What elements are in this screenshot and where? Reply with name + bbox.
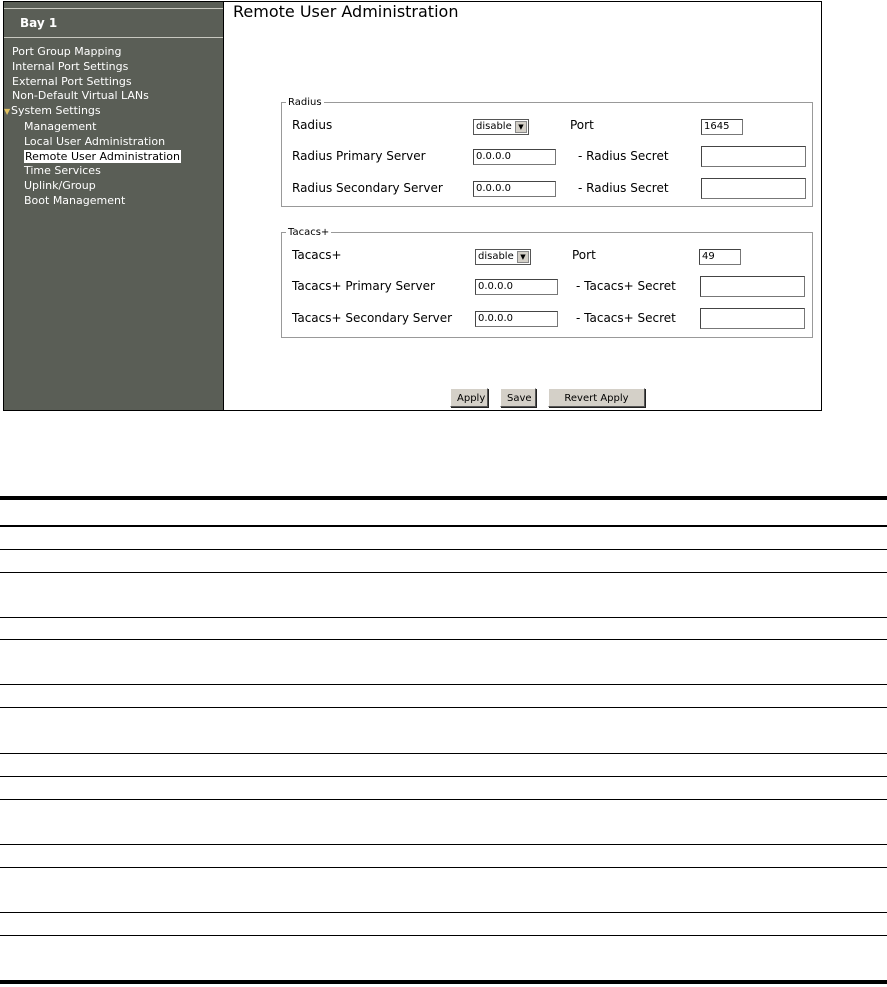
tacacs-enable-label: Tacacs+ (292, 248, 342, 262)
sidebar-item-label: Internal Port Settings (12, 59, 129, 73)
tacacs-port-input[interactable] (699, 249, 741, 265)
page-title: Remote User Administration (233, 2, 459, 21)
sidebar-item-label: Boot Management (24, 193, 126, 207)
chevron-down-icon[interactable]: ▼ (517, 251, 529, 263)
sidebar-item-non-default-vlans[interactable] (4, 89, 223, 104)
sidebar-item-port-group-mapping[interactable] (4, 45, 223, 60)
radius-primary-label: Radius Primary Server (292, 149, 426, 163)
tacacs-secondary-input[interactable] (475, 311, 558, 327)
radius-legend: Radius (288, 97, 322, 108)
tacacs-legend: Tacacs+ (288, 227, 330, 238)
radius-enable-value: disable (476, 121, 512, 132)
tacacs-secondary-secret-input[interactable] (700, 308, 805, 329)
apply-button[interactable]: Apply (450, 388, 488, 407)
table-row-divider (0, 684, 887, 685)
bay-header: Bay 1 (4, 8, 223, 38)
radius-enable-select[interactable] (473, 119, 529, 135)
sidebar-item-label: Remote User Administration (25, 149, 180, 163)
tacacs-primary-label: Tacacs+ Primary Server (292, 279, 435, 293)
sidebar-item-local-user-administration[interactable] (4, 135, 223, 150)
table-row-divider (0, 753, 887, 754)
document-table (0, 496, 887, 987)
tacacs-secondary-secret-label: - Tacacs+ Secret (576, 311, 676, 325)
table-row-divider (0, 707, 887, 708)
sidebar-item-label: Port Group Mapping (12, 45, 122, 58)
radius-primary-secret-input[interactable] (701, 146, 806, 167)
sidebar-item-system-settings[interactable] (4, 104, 223, 120)
radius-port-label: Port (570, 118, 594, 132)
radius-primary-secret-label: - Radius Secret (578, 149, 669, 163)
table-bottom-rule (0, 980, 887, 984)
radius-primary-input[interactable] (473, 149, 556, 165)
tacacs-secondary-label: Tacacs+ Secondary Server (292, 311, 453, 325)
tacacs-group (281, 227, 813, 338)
sidebar-item-label: Management (24, 119, 97, 133)
revert-apply-button[interactable]: Revert Apply (548, 388, 645, 407)
tacacs-primary-input[interactable] (475, 279, 558, 295)
table-row-divider (0, 912, 887, 913)
sidebar-item-external-port-settings[interactable] (4, 75, 223, 90)
sidebar (4, 2, 224, 410)
sidebar-item-boot-management[interactable] (4, 194, 223, 209)
table-row-divider (0, 844, 887, 845)
radius-enable-label: Radius (292, 118, 333, 132)
table-row-divider (0, 617, 887, 618)
tacacs-enable-select[interactable] (475, 249, 531, 265)
table-row-divider (0, 639, 887, 640)
table-row-divider (0, 935, 887, 936)
tacacs-port-label: Port (572, 248, 596, 262)
radius-group (281, 97, 813, 207)
table-header-rule (0, 525, 887, 527)
sidebar-item-uplink-group[interactable] (4, 179, 223, 194)
radius-secondary-input[interactable] (473, 181, 556, 197)
sidebar-item-management[interactable] (4, 120, 223, 135)
sidebar-item-time-services[interactable] (4, 164, 223, 179)
sidebar-item-label: External Port Settings (12, 74, 132, 88)
tacacs-primary-secret-input[interactable] (700, 276, 805, 297)
table-row-divider (0, 549, 887, 550)
sidebar-nav (4, 45, 223, 209)
sidebar-item-label: Local User Administration (24, 134, 166, 148)
screenshot-frame (3, 1, 822, 411)
table-row-divider (0, 799, 887, 800)
sidebar-item-remote-user-administration[interactable] (4, 150, 223, 165)
expand-arrow-icon[interactable]: ▼ (4, 107, 11, 117)
sidebar-item-label: Non-Default Virtual LANs (12, 89, 149, 103)
sidebar-item-label: Uplink/Group (24, 179, 96, 193)
chevron-down-icon[interactable]: ▼ (515, 121, 527, 133)
sidebar-item-label: Time Services (24, 164, 101, 178)
table-row-divider (0, 776, 887, 777)
sidebar-item-internal-port-settings[interactable] (4, 60, 223, 75)
radius-secondary-secret-input[interactable] (701, 178, 806, 199)
radius-secondary-label: Radius Secondary Server (292, 181, 443, 195)
save-button[interactable]: Save (500, 388, 536, 407)
radius-port-input[interactable] (701, 119, 743, 135)
tacacs-primary-secret-label: - Tacacs+ Secret (576, 279, 676, 293)
radius-secondary-secret-label: - Radius Secret (578, 181, 669, 195)
tacacs-enable-value: disable (478, 251, 514, 262)
main-panel (225, 2, 821, 410)
table-top-rule (0, 496, 887, 500)
sidebar-item-label: System Settings (11, 104, 101, 118)
table-row-divider (0, 867, 887, 868)
table-row-divider (0, 572, 887, 573)
